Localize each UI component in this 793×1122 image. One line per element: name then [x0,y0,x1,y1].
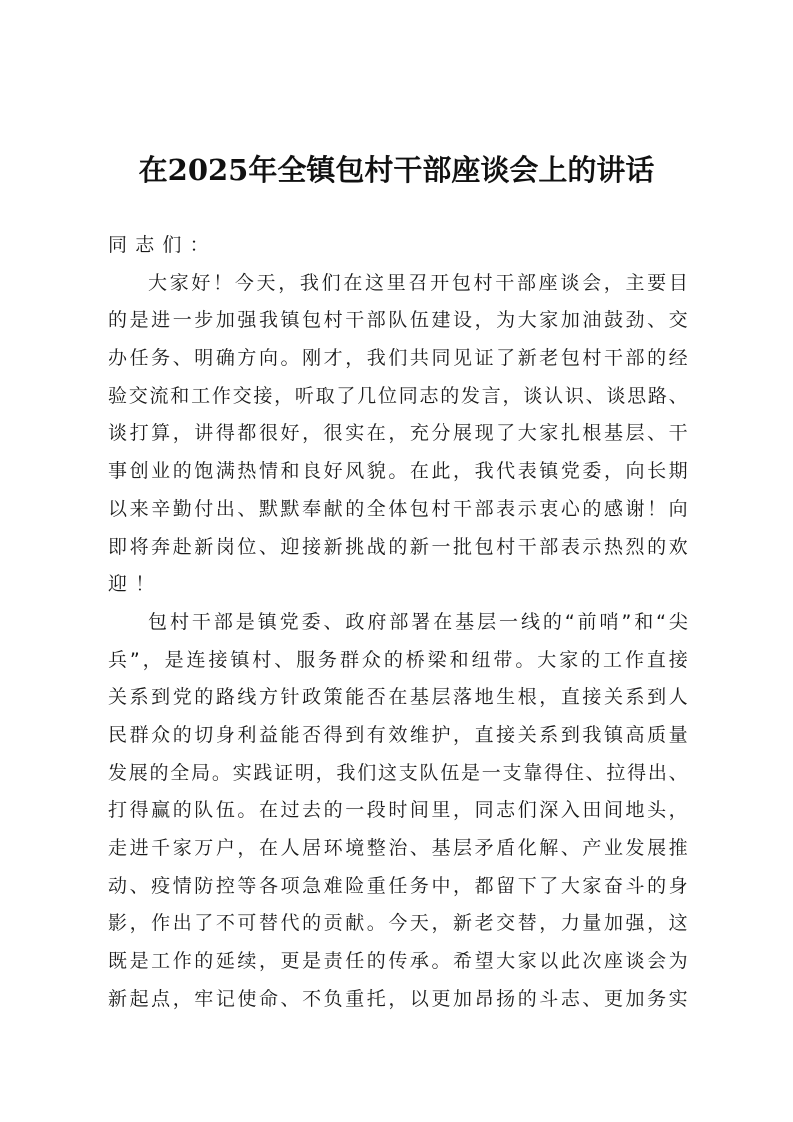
paragraph-2-line-8: 动 、 疫 情 防 控 等 各 项 急 难 险 重 任 务 中 ， 都 留 下 了 大 家 奋 斗 的 身 [108,874,688,897]
paragraph-1-line-7: 以 来 辛 勤 付 出 、 默 默 奉 献 的 全 体 包 村 干 部 表 示 衷 心 的 感 谢 ！ 向 [108,497,688,520]
paragraph-1-line-8: 即 将 奔 赴 新 岗 位 、 迎 接 新 挑 战 的 新 一 批 包 村 干 部 表 示 热 烈 的 欢 [108,535,688,558]
paragraph-2-line-6: 打 得 赢 的 队 伍 。 在 过 去 的 一 段 时 间 里 ， 同 志 们 深 入 田 间 地 头 ， [108,799,688,822]
paragraph-1-line-6: 事 创 业 的 饱 满 热 情 和 良 好 风 貌 。 在 此 ， 我 代 表 镇 党 委 ， 向 长 期 [108,460,688,483]
paragraph-2-line-3: 关 系 到 党 的 路 线 方 针 政 策 能 否 在 基 层 落 地 生 根 ， 直 接 关 系 到 人 [108,686,688,709]
salutation: 同志们： [108,234,217,256]
paragraph-1-line-3: 办 任 务 、 明 确 方 向 。 刚 才 ， 我 们 共 同 见 证 了 新 老 包 村 干 部 的 经 [108,347,688,370]
paragraph-2-line-1: 包 村 干 部 是 镇 党 委 、 政 府 部 署 在 基 层 一 线 的 “ 前 哨 ” 和 “ 尖 [148,610,688,633]
paragraph-2-line-9: 影 ， 作 出 了 不 可 替 代 的 贡 献 。 今 天 ， 新 老 交 替 ， 力 量 加 强 ， 这 [108,912,688,935]
paragraph-2-line-2: 兵 ” ， 是 连 接 镇 村 、 服 务 群 众 的 桥 梁 和 纽 带 。 大 家 的 工 作 直 接 [108,648,688,671]
paragraph-1-line-5: 谈 打 算 ， 讲 得 都 很 好 ， 很 实 在 ， 充 分 展 现 了 大 家 扎 根 基 层 、 干 [108,422,688,445]
paragraph-2-line-7: 走 进 千 家 万 户 ， 在 人 居 环 境 整 治 、 基 层 矛 盾 化 解 、 产 业 发 展 推 [108,837,688,859]
paragraph-1-line-2: 的 是 进 一 步 加 强 我 镇 包 村 干 部 队 伍 建 设 ， 为 大 家 加 油 鼓 劲 、 交 [108,309,688,332]
paragraph-1-line-1: 大 家 好 ！ 今 天 ， 我 们 在 这 里 召 开 包 村 干 部 座 谈 会 ， 主 要 目 [148,271,688,294]
paragraph-1-line-4: 验 交 流 和 工 作 交 接 ， 听 取 了 几 位 同 志 的 发 言 ， 谈 认 识 、 谈 思 路 、 [108,384,688,407]
paragraph-2-line-4: 民 群 众 的 切 身 利 益 能 否 得 到 有 效 维 护 ， 直 接 关 系 到 我 镇 高 质 量 [108,723,688,746]
paragraph-2-line-11: 新 起 点 ， 牢 记 使 命 、 不 负 重 托 ， 以 更 加 昂 扬 的 斗 志 、 更 加 务 实 [108,987,688,1010]
paragraph-2-line-10: 既 是 工 作 的 延 续 ， 更 是 责 任 的 传 承 。 希 望 大 家 以 此 次 座 谈 会 为 [108,950,688,973]
paragraph-2-line-5: 发 展 的 全 局 。 实 践 证 明 ， 我 们 这 支 队 伍 是 一 支 靠 得 住 、 拉 得 出 、 [108,761,688,784]
document-title: 在2025年全镇包村干部座谈会上的讲话 [138,153,655,187]
paragraph-1-line-9: 迎！ [108,573,163,596]
document-body [108,227,688,1018]
